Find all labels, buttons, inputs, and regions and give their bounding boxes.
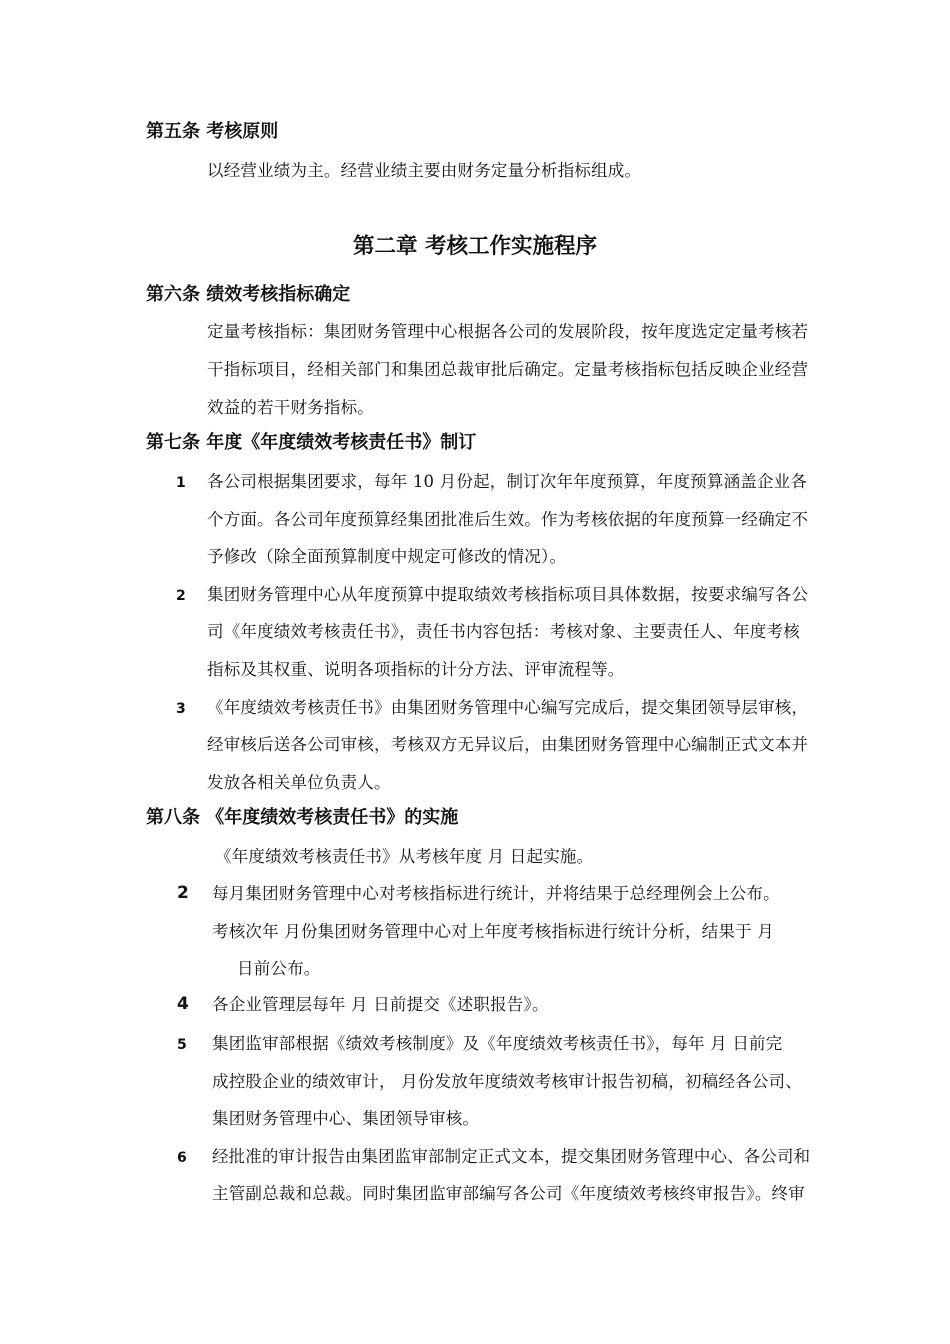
article8-item3-line: 考核次年 月份集团财务管理中心对上年度考核指标进行统计分析，结果于 月 [212,922,774,941]
article8-item6-line: 经批准的审计报告由集团监审部制定正式文本，提交集团财务管理中心、各公司和 [212,1147,811,1166]
list-number: 2 [176,588,186,604]
article7-item1-line: 予修改（除全面预算制度中规定可修改的情况）。 [207,547,567,566]
list-number: 2 [177,883,189,903]
list-number: 5 [177,1037,187,1053]
article6-line: 干指标项目，经相关部门和集团总裁审批后确定。定量考核指标包括反映企业经营 [207,360,809,379]
article6-line: 效益的若干财务指标。 [207,398,374,417]
article5-heading: 第五条 考核原则 [146,121,279,142]
article8-item4-text: 各企业管理层每年 月 日前提交《述职报告》。 [212,995,549,1014]
article8-item5-line: 集团监审部根据《绩效考核制度》及《年度绩效考核责任书》，每年 月 日前完 [212,1034,783,1053]
article7-item2-line: 司《年度绩效考核责任书》，责任书内容包括：考核对象、主要责任人、年度考核 [207,622,800,641]
article8-item5-line: 集团财务管理中心、集团领导审核。 [212,1109,480,1128]
list-number: 3 [176,701,186,717]
list-number: 1 [176,475,186,491]
article7-item1-line: 各公司根据集团要求，每年 10 月份起，制订次年年度预算，年度预算涵盖企业各 [207,472,808,491]
article7-item2-line: 指标及其权重、说明各项指标的计分方法、评审流程等。 [207,660,625,679]
article8-item2-text: 每月集团财务管理中心对考核指标进行统计，并将结果于总经理例会上公布。 [212,884,780,903]
article6-heading: 第六条 绩效考核指标确定 [146,284,351,305]
article6-line: 定量考核指标：集团财务管理中心根据各公司的发展阶段，按年度选定定量考核若 [207,322,809,341]
article7-heading: 第七条 年度《年度绩效考核责任书》制订 [146,432,477,453]
list-number: 4 [177,994,189,1014]
article8-item6-line: 主管副总裁和总裁。同时集团监审部编写各公司《年度绩效考核终审报告》。终审 [212,1184,805,1203]
article7-item3-line: 经审核后送各公司审核，考核双方无异议后，由集团财务管理中心编制正式文本并 [207,735,809,754]
article5-text: 以经营业绩为主。经营业绩主要由财务定量分析指标组成。 [207,161,642,180]
article8-item3-line: 日前公布。 [237,959,321,978]
article8-item5-line: 成控股企业的绩效审计， 月份发放年度绩效考核审计报告初稿，初稿经各公司、 [212,1072,802,1091]
article8-item1-text: 《年度绩效考核责任书》从考核年度 月 日起实施。 [215,847,594,866]
article8-heading: 第八条 《年度绩效考核责任书》的实施 [146,807,459,828]
article7-item2-line: 集团财务管理中心从年度预算中提取绩效考核指标项目具体数据，按要求编写各公 [207,585,809,604]
list-number: 6 [177,1150,187,1166]
chapter-title: 第二章 考核工作实施程序 [353,234,597,259]
article7-item3-line: 发放各相关单位负责人。 [207,773,391,792]
article7-item3-line: 《年度绩效考核责任书》由集团财务管理中心编写完成后，提交集团领导层审核， [207,698,809,717]
article7-item1-line: 个方面。各公司年度预算经集团批准后生效。作为考核依据的年度预算一经确定不 [207,510,809,529]
